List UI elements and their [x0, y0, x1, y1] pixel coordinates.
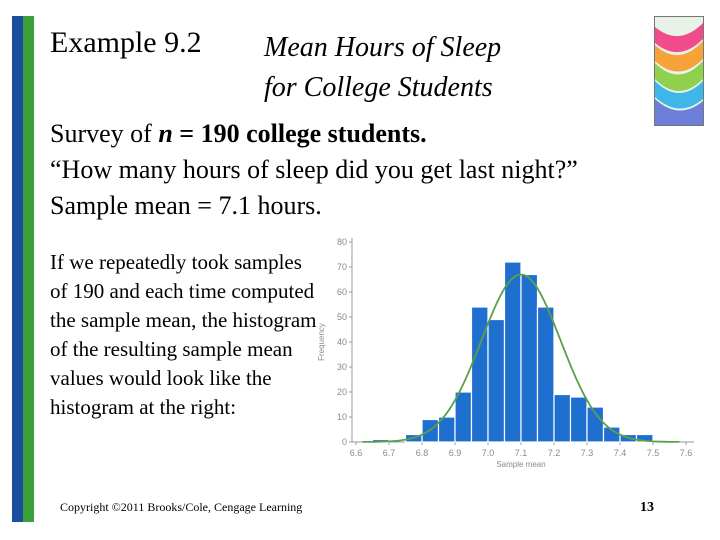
survey-question: “How many hours of sleep did you get last night?” [50, 155, 578, 184]
survey-text [50, 116, 578, 224]
x-tick-label: 6.7 [382, 448, 396, 458]
y-tick-label: 70 [336, 262, 347, 272]
y-axis-label: Frequency [317, 323, 326, 361]
y-tick-label: 10 [336, 412, 347, 422]
x-tick-label: 6.8 [415, 448, 429, 458]
y-tick-label: 50 [336, 312, 347, 322]
publisher-logo [654, 16, 704, 126]
y-tick-label: 60 [336, 287, 347, 297]
example-label: Example 9.2 [50, 26, 202, 59]
x-tick-label: 7.4 [613, 448, 627, 458]
title-line-2: for College Students [264, 72, 493, 103]
y-tick-label: 20 [336, 387, 347, 397]
x-tick-label: 6.9 [448, 448, 462, 458]
histogram-bar [455, 392, 472, 442]
survey-line-1 [50, 116, 578, 152]
copyright-text: Copyright ©2011 Brooks/Cole, Cengage Learning [60, 500, 303, 514]
histogram-bar [472, 307, 489, 442]
page-number: 13 [640, 500, 654, 515]
slide-title [264, 28, 501, 108]
x-tick-label: 7.2 [547, 448, 561, 458]
x-tick-label: 7.3 [580, 448, 594, 458]
logo-graphic [655, 17, 703, 125]
histogram-bar [505, 262, 522, 442]
survey-mean: Sample mean = 7.1 hours. [50, 191, 322, 220]
y-tick-label: 40 [336, 337, 347, 347]
left-accent-bar [12, 16, 34, 522]
x-tick-label: 7.5 [646, 448, 660, 458]
histogram-bar [571, 397, 588, 442]
description-text: If we repeatedly took samples of 190 and each time computed the sample mean, the histogram of the resulting sample mean values would look like the histogram at the right: [50, 250, 317, 419]
histogram-bar [521, 275, 538, 443]
x-tick-label: 7.0 [481, 448, 495, 458]
histogram-chart [310, 230, 710, 475]
histogram-bar [488, 320, 505, 443]
y-tick-label: 0 [341, 437, 347, 447]
title-line-1: Mean Hours of Sleep [264, 32, 502, 63]
x-tick-label: 7.6 [679, 448, 693, 458]
survey-n-rest: = 190 college students. [172, 119, 427, 148]
survey-n-symbol: n [158, 119, 173, 148]
histogram-bar [554, 395, 571, 443]
x-axis-label: Sample mean [496, 460, 546, 469]
histogram-bar [538, 307, 555, 442]
survey-prefix: Survey of [50, 119, 152, 148]
y-tick-label: 80 [336, 237, 347, 247]
x-tick-label: 6.6 [349, 448, 363, 458]
y-tick-label: 30 [336, 362, 347, 372]
x-tick-label: 7.1 [514, 448, 528, 458]
